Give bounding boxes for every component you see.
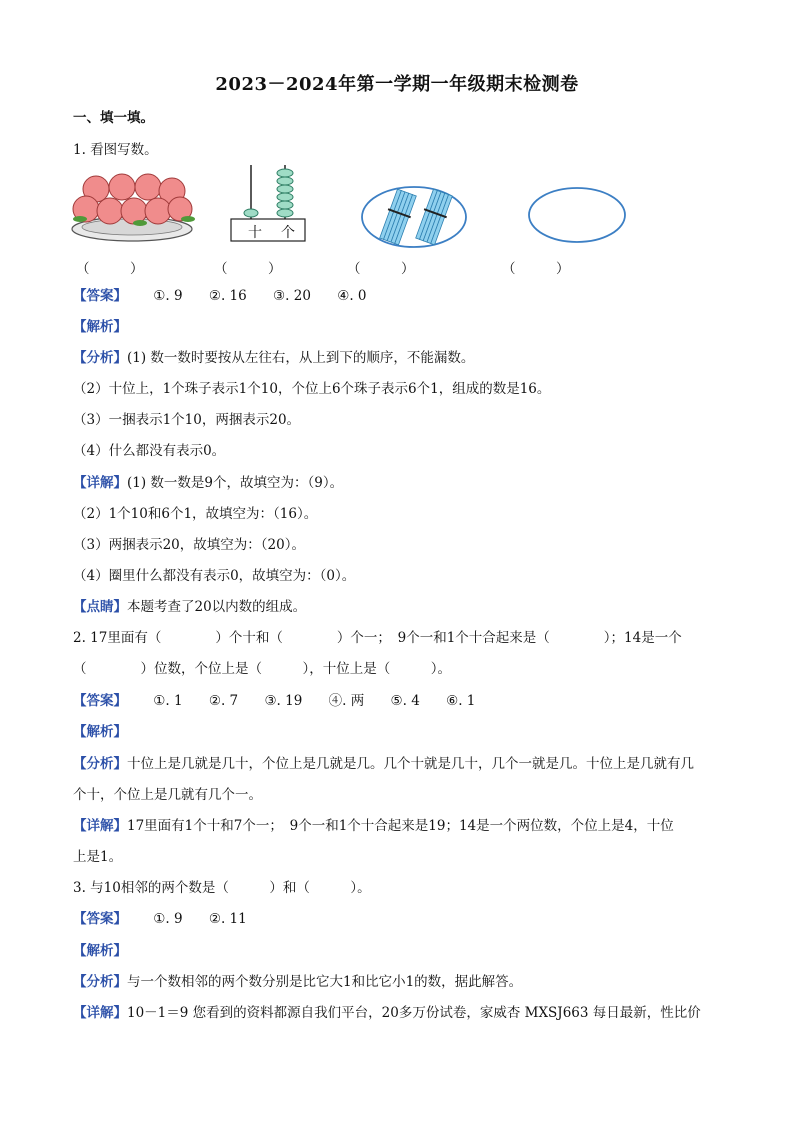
detail-text: 17里面有1个十和7个一； 9个一和1个十合起来是19；14是一个两位数，个位上是4，十位 (127, 818, 674, 834)
analysis-text: 十位上是几就是几十，个位上是几就是几。几个十就是几十，几个一就是几。十位上是几就有几 (127, 756, 694, 772)
detail-label: 【详解】 (73, 1005, 127, 1021)
detail-text: 10－1＝9 您看到的资料都源自我们平台，20多万份试卷，家威杏 MXSJ663 每日最新，性比价 (127, 1005, 701, 1021)
q2-analysis-1 (73, 756, 694, 772)
q3-answer (73, 911, 269, 927)
q1-stem: 1. 看图写数。 (73, 142, 158, 158)
q1-analysis-2: （2）十位上，1个珠子表示1个10，个位上6个珠子表示6个1，组成的数是16。 (73, 381, 551, 397)
q2-detail-1 (73, 818, 674, 834)
jiexi-label: 【解析】 (73, 724, 127, 740)
answer-item: ②. 11 (208, 911, 247, 927)
answer-label: 【答案】 (73, 911, 127, 927)
analysis-label: 【分析】 (73, 756, 127, 772)
answer-item: ③. 19 (264, 693, 303, 709)
peaches-on-plate-image (70, 167, 200, 251)
analysis-text: (1) 数一数时要按从左往右，从上到下的顺序，不能漏数。 (127, 350, 475, 366)
answer-item: ①. 9 (153, 911, 183, 927)
q1-detail-4: （4）圈里什么都没有表示0，故填空为：（0）。 (73, 568, 356, 584)
answer-item: ④. 0 (337, 288, 367, 304)
q1-detail-3: （3）两捆表示20，故填空为：（20）。 (73, 537, 305, 553)
answer-item: ④. 两 (328, 693, 365, 709)
analysis-label: 【分析】 (73, 974, 127, 990)
detail-label: 【详解】 (73, 818, 127, 834)
jiexi-label: 【解析】 (73, 319, 127, 335)
abacus-image (230, 163, 310, 247)
answer-item: ⑤. 4 (390, 693, 420, 709)
empty-circle-image (526, 185, 630, 249)
answer-item: ②. 16 (208, 288, 247, 304)
answer-item: ③. 20 (273, 288, 311, 304)
abacus-tens-label: 十 (248, 225, 262, 241)
analysis-text: 与一个数相邻的两个数分别是比它大1和比它小1的数，据此解答。 (127, 974, 523, 990)
q1-figures (70, 163, 690, 253)
q1-analysis-1 (73, 350, 474, 366)
comment-label: 【点睛】 (73, 599, 127, 615)
q3-stem: 3. 与10相邻的两个数是（ ）和（ ）。 (73, 880, 371, 896)
q1-comment (73, 599, 306, 615)
q2-answer (73, 693, 497, 709)
section-heading: 一、填一填。 (73, 110, 154, 126)
stick-bundles-image (360, 183, 470, 253)
q3-analysis (73, 974, 522, 990)
q2-stem-line1: 2. 17里面有（ ）个十和（ ）个一； 9个一和1个十合起来是（ ）；14是一个 (73, 630, 682, 646)
q1-analysis-4: （4）什么都没有表示0。 (73, 443, 226, 459)
answer-label: 【答案】 (73, 693, 127, 709)
q1-blank-1: （ ） (76, 261, 144, 277)
analysis-label: 【分析】 (73, 350, 127, 366)
q2-analysis-2: 个十，个位上是几就有几个一。 (73, 787, 262, 803)
q2-detail-2: 上是1。 (73, 849, 123, 865)
answer-item: ⑥. 1 (446, 693, 476, 709)
answer-item: ①. 1 (153, 693, 183, 709)
q3-detail (73, 1005, 701, 1021)
jiexi-label: 【解析】 (73, 943, 127, 959)
answer-label: 【答案】 (73, 288, 127, 304)
q1-blank-4: （ ） (502, 261, 570, 277)
abacus-ones-label: 个 (281, 225, 295, 241)
answer-item: ②. 7 (208, 693, 239, 709)
detail-label: 【详解】 (73, 475, 127, 491)
q1-detail-2: （2）1个10和6个1，故填空为：（16）。 (73, 506, 318, 522)
comment-text: 本题考查了20以内数的组成。 (127, 599, 307, 615)
q1-blank-3: （ ） (347, 261, 415, 277)
q1-blank-2: （ ） (214, 261, 282, 277)
detail-text: (1) 数一数是9个，故填空为：（9）。 (127, 475, 344, 491)
page-title: 2023－2024年第一学期一年级期末检测卷 (215, 74, 579, 95)
q1-answer (73, 288, 389, 304)
answer-item: ①. 9 (153, 288, 183, 304)
q1-analysis-3: （3）一捆表示1个10，两捆表示20。 (73, 412, 301, 428)
q1-detail-1 (73, 475, 343, 491)
q2-stem-line2: （ ）位数，个位上是（ ），十位上是（ ）。 (73, 661, 451, 677)
